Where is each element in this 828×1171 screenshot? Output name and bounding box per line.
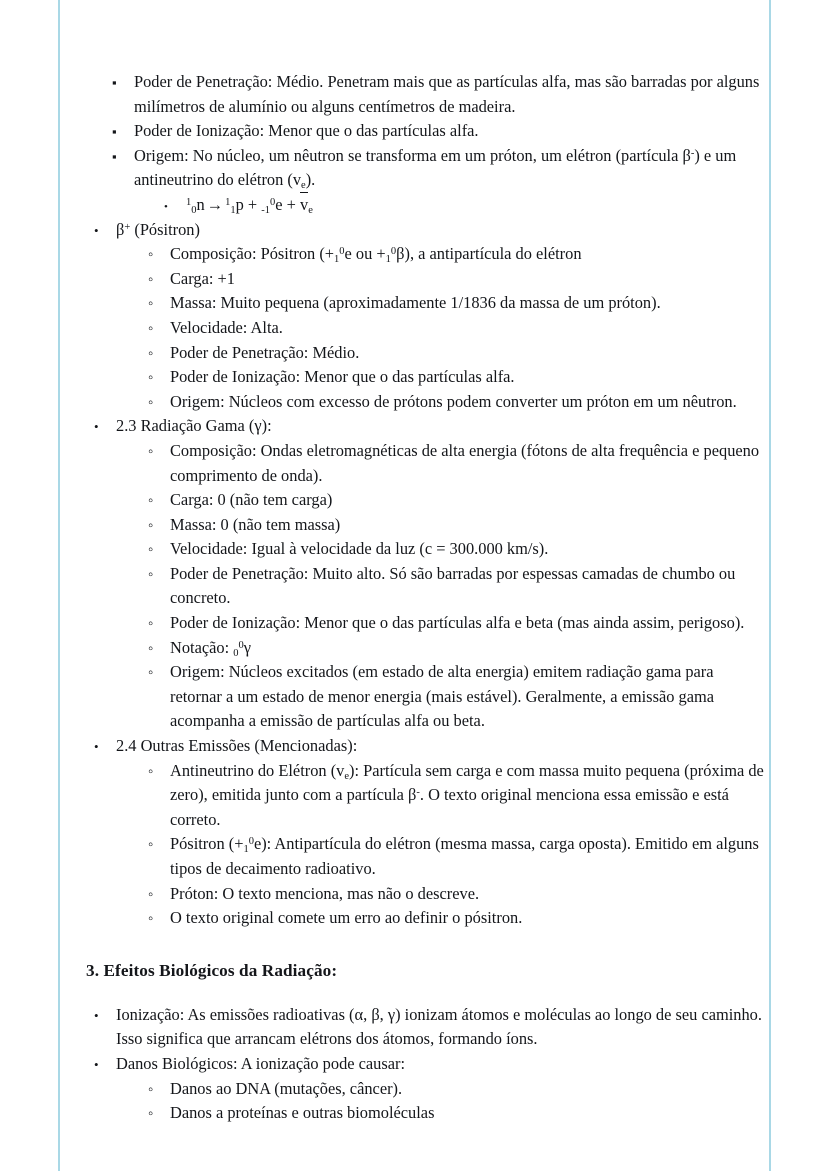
- beta-minus-properties-list: [112, 70, 768, 218]
- item-text: Danos a proteínas e outras biomoléculas: [170, 1103, 435, 1123]
- beta-plus-title: [116, 220, 200, 239]
- circle-bullet-icon: [148, 759, 164, 785]
- list-item-origem-gama: [148, 660, 768, 734]
- eq-n-sub: 0: [191, 204, 197, 216]
- outras-emissoes-list: [148, 759, 768, 931]
- item-text: Poder de Penetração: Muito alto. Só são barradas por espessas camadas de chumbo ou concreto.: [170, 563, 736, 608]
- item-text: [170, 638, 251, 657]
- list-item-antineutrino: [148, 759, 768, 833]
- item-text: Velocidade: Igual à velocidade da luz (c = 300.000 km/s).: [170, 539, 549, 559]
- eq-p-sub: 1: [230, 204, 236, 216]
- circle-bullet-icon: [148, 1077, 164, 1103]
- item-text: [170, 761, 764, 829]
- positron-sub: 1: [243, 844, 249, 856]
- disc-bullet-icon: [94, 734, 110, 760]
- item-text: Carga: +1: [170, 268, 235, 288]
- circle-bullet-icon: [148, 341, 164, 367]
- list-item-ionizacao-beta-minus: [112, 119, 768, 144]
- gama-title-pre: 2.3 Radiação Gama (: [116, 416, 255, 436]
- sep-1: ,: [363, 1004, 372, 1024]
- positron-sup: 0: [248, 836, 254, 848]
- list-item-velocidade-beta-plus: [148, 316, 768, 341]
- list-item-ionizacao-beta-plus: [148, 365, 768, 390]
- circle-bullet-icon: [148, 611, 164, 637]
- circle-bullet-icon: [148, 513, 164, 539]
- positron-post: e): Antipartícula do elétron (mesma massa, carga oposta). Emitido em alguns tipos de decaimento radioativo.: [170, 834, 759, 878]
- eq-p-sup: 1: [225, 197, 231, 209]
- gama-properties-list: [148, 439, 768, 734]
- circle-bullet-icon: [148, 562, 164, 588]
- notacao-sup: 0: [238, 639, 244, 651]
- list-item-notacao-gama: [148, 636, 768, 661]
- comp-sup-2: 0: [390, 246, 397, 258]
- list-item-outras-emissoes: [94, 734, 768, 931]
- item-text: Poder de Penetração: Médio.: [170, 342, 360, 362]
- item-text: Origem: Núcleos com excesso de prótons podem converter um próton em um nêutron.: [170, 391, 737, 411]
- eq-v-sym: v: [300, 194, 309, 214]
- comp-sub-1: 1: [334, 254, 340, 266]
- item-text: Próton: O texto menciona, mas não o descreve.: [170, 883, 480, 903]
- eq-plus-1: +: [247, 194, 258, 214]
- comp-sub-2: 1: [385, 254, 391, 266]
- gama-symbol: γ: [254, 416, 262, 436]
- circle-bullet-icon: [148, 291, 164, 317]
- item-text: Carga: 0 (não tem carga): [170, 490, 333, 510]
- efeitos-biologicos-list: [94, 1003, 768, 1126]
- eq-p-sym: p: [235, 194, 244, 214]
- item-text: Danos ao DNA (mutações, câncer).: [170, 1078, 403, 1098]
- item-text: Origem: Núcleos excitados (em estado de alta energia) emitem radiação gama para retornar a um estado de menor energia (mais estável). Geralmente, a emissão gama acompanha a emissão de partículas alfa ou beta.: [170, 662, 715, 731]
- eq-arrow: →: [206, 194, 224, 214]
- item-text: Massa: 0 (não tem massa): [170, 514, 341, 534]
- list-item-danos-biologicos: [94, 1052, 768, 1126]
- list-item-danos-proteinas: [148, 1101, 768, 1126]
- comp-pre: Composição: Pósitron (+: [170, 244, 335, 264]
- item-text: O texto original comete um erro ao definir o pósitron.: [170, 908, 523, 928]
- disc-bullet-icon: [94, 1003, 110, 1029]
- list-item-origem-beta-plus: [148, 390, 768, 415]
- circle-bullet-icon: [148, 488, 164, 514]
- list-item-composicao-gama: [148, 439, 768, 488]
- beta-plus-rest: (Pósitron): [130, 219, 200, 239]
- list-item-ionizacao-gama: [148, 611, 768, 636]
- item-text: Composição: Ondas eletromagnéticas de alta energia (fótons de alta frequência e pequeno comprimento de onda).: [170, 440, 760, 485]
- beta-symbol: β: [371, 1004, 380, 1024]
- circle-bullet-icon: [148, 267, 164, 293]
- alpha-symbol: α: [354, 1004, 364, 1024]
- item-text: Massa: Muito pequena (aproximadamente 1/1836 da massa de um próton).: [170, 293, 661, 313]
- eq-antineutrino-overline: [300, 193, 308, 218]
- section-heading-efeitos-biologicos: 3. Efeitos Biológicos da Radiação:: [86, 960, 338, 980]
- disc-bullet-icon: [94, 218, 110, 244]
- square-bullet-icon: [112, 119, 128, 145]
- circle-bullet-icon: [148, 636, 164, 662]
- list-item-penetracao-beta-minus: [112, 70, 768, 119]
- notacao-pre: Notação:: [170, 637, 234, 657]
- disc-bullet-icon: [94, 414, 110, 440]
- antineutrino-sub: e: [344, 770, 349, 782]
- circle-bullet-icon: [148, 1101, 164, 1127]
- item-text: Velocidade: Alta.: [170, 317, 283, 337]
- notacao-symbol: γ: [243, 637, 252, 657]
- list-item-proton-outras: [148, 882, 768, 907]
- list-item-carga-gama: [148, 488, 768, 513]
- antineutrino-pre-a: Antineutrino do Elétron (v: [170, 760, 345, 780]
- item-text: [134, 146, 736, 190]
- origem-sup: -: [690, 147, 695, 159]
- eq-n-sym: n: [196, 194, 205, 214]
- item-text: Poder de Ionização: Menor que o das partículas alfa.: [170, 367, 515, 387]
- antineutrino-mid: ): Partícula sem carga e com massa muito pequena (próxima de zero), emitida junto com a partícula β: [170, 760, 764, 805]
- item-text: Poder de Ionização: Menor que o das partículas alfa.: [134, 121, 479, 141]
- item-text: Poder de Ionização: Menor que o das partículas alfa e beta (mas ainda assim, perigoso).: [170, 613, 745, 633]
- circle-bullet-icon: [148, 316, 164, 342]
- circle-bullet-icon: [148, 832, 164, 858]
- gama-title: [116, 416, 272, 435]
- antineutrino-sup: -: [416, 787, 420, 799]
- danos-biologicos-list: [148, 1077, 768, 1126]
- list-item-origem-beta-minus: [112, 144, 768, 218]
- circle-bullet-icon: [148, 906, 164, 932]
- circle-bullet-icon: [148, 537, 164, 563]
- comp-mid: e ou +: [344, 244, 386, 264]
- origem-end: ).: [305, 170, 316, 190]
- beta-plus-properties-list: [148, 242, 768, 414]
- item-text: Poder de Penetração: Médio. Penetram mais que as partículas alfa, mas são barradas por alguns milímetros de alumínio ou alguns centímetros de madeira.: [134, 72, 760, 116]
- eq-e-sub: -1: [261, 204, 270, 216]
- comp-post: β), a antipartícula do elétron: [396, 244, 582, 264]
- square-bullet-icon: [112, 70, 128, 96]
- origem-post: ) e um antineutrino do elétron (v: [134, 145, 737, 190]
- sep-2: ,: [379, 1004, 388, 1024]
- heading-spacer: [82, 983, 768, 1003]
- gamma-symbol: γ: [387, 1004, 396, 1024]
- list-item-carga-beta-plus: [148, 267, 768, 292]
- list-item-radiacao-gama: [94, 414, 768, 734]
- list-item-penetracao-gama: [148, 562, 768, 611]
- list-item-massa-gama: [148, 513, 768, 538]
- list-item-erro-positron: [148, 906, 768, 931]
- notacao-sub: 0: [233, 647, 239, 659]
- circle-bullet-icon: [148, 390, 164, 416]
- origem-sub: e: [301, 180, 306, 192]
- circle-bullet-icon: [148, 660, 164, 686]
- positron-pre: Pósitron (+: [170, 834, 244, 854]
- list-item-positron-outras: [148, 832, 768, 881]
- beta-plus-sign: +: [124, 221, 131, 233]
- eq-n-sup: 1: [186, 197, 192, 209]
- list-item-danos-dna: [148, 1077, 768, 1102]
- gama-title-post: ):: [261, 416, 272, 436]
- beta-plus-symbol: β: [116, 219, 125, 239]
- item-text: [116, 1005, 762, 1049]
- antineutrino-post: . O texto original menciona essa emissão e está correto.: [170, 785, 729, 829]
- circle-bullet-icon: [148, 365, 164, 391]
- list-item-velocidade-gama: [148, 537, 768, 562]
- circle-bullet-icon: [148, 882, 164, 908]
- list-item-ionizacao-efeitos: [94, 1003, 768, 1052]
- eq-e-sym: e: [275, 194, 283, 214]
- outras-title: 2.4 Outras Emissões (Mencionadas):: [116, 736, 358, 756]
- efeitos-ionizacao-pre: Ionização: As emissões radioativas (: [116, 1004, 355, 1024]
- eq-plus-2: +: [286, 194, 296, 214]
- list-item-beta-plus: [94, 218, 768, 415]
- dot-bullet-icon: [164, 193, 180, 220]
- origem-pre: Origem: No núcleo, um nêutron se transforma em um próton, um elétron (partícula β: [134, 145, 691, 165]
- list-item-decay-equation: [164, 193, 768, 218]
- beta-minus-equation-list: [164, 193, 768, 218]
- circle-bullet-icon: [148, 439, 164, 465]
- square-bullet-icon: [112, 144, 128, 170]
- disc-bullet-icon: [94, 1052, 110, 1078]
- item-text: Danos Biológicos: A ionização pode causar:: [116, 1053, 406, 1073]
- list-item-penetracao-beta-plus: [148, 341, 768, 366]
- list-item-massa-beta-plus: [148, 291, 768, 316]
- circle-bullet-icon: [148, 242, 164, 268]
- item-text: [170, 244, 582, 266]
- efeitos-ionizacao-post: ) ionizam átomos e moléculas ao longo de seu caminho. Isso significa que arrancam elétrons dos átomos, formando íons.: [116, 1004, 762, 1049]
- list-item-composicao-beta-plus: [148, 242, 768, 267]
- decay-equation: [186, 195, 313, 214]
- item-text: [170, 834, 759, 878]
- eq-v-sub: e: [308, 204, 313, 216]
- eq-e-sup: 0: [270, 197, 276, 209]
- radiation-outline-list: [94, 218, 768, 931]
- comp-sup-1: 0: [339, 246, 345, 258]
